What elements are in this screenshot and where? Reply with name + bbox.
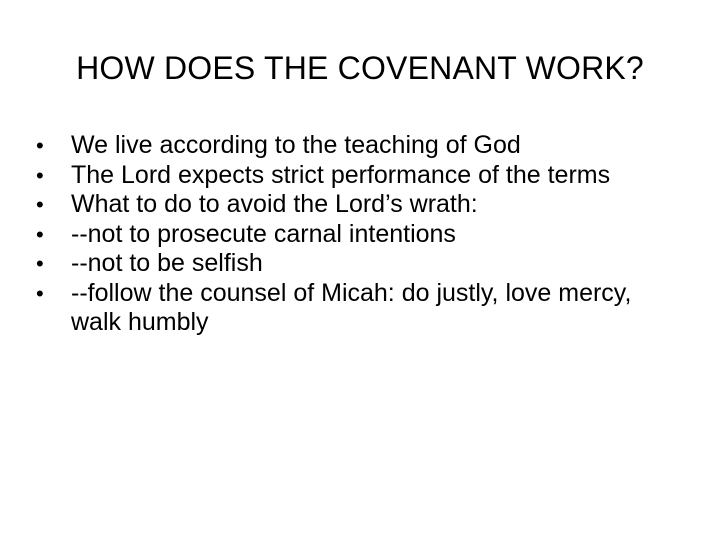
bullet-glyph: • [36, 280, 44, 306]
slide-title: HOW DOES THE COVENANT WORK? [76, 50, 644, 86]
bullet-list [36, 131, 676, 338]
bullet-glyph: • [36, 133, 44, 158]
bullet-text: --not to be selfish [71, 249, 263, 277]
bullet-item [36, 279, 676, 338]
bullet-glyph: • [36, 192, 44, 217]
bullet-item [36, 161, 676, 191]
bullet-text: --follow the counsel of Micah: do justly, love mercy, walk humbly [71, 278, 632, 336]
bullet-glyph: • [36, 162, 44, 188]
bullet-text: What to do to avoid the Lord’s wrath: [71, 190, 478, 218]
bullet-item [36, 220, 676, 250]
bullet-text: The Lord expects strict performance of the terms [71, 160, 611, 189]
bullet-item [36, 190, 676, 220]
bullet-item [36, 249, 676, 279]
bullet-item [36, 131, 676, 161]
bullet-glyph: • [36, 251, 44, 276]
bullet-text: --not to prosecute carnal intentions [71, 219, 456, 248]
bullet-text: We live according to the teaching of God [71, 131, 521, 159]
bullet-glyph: • [36, 221, 44, 247]
